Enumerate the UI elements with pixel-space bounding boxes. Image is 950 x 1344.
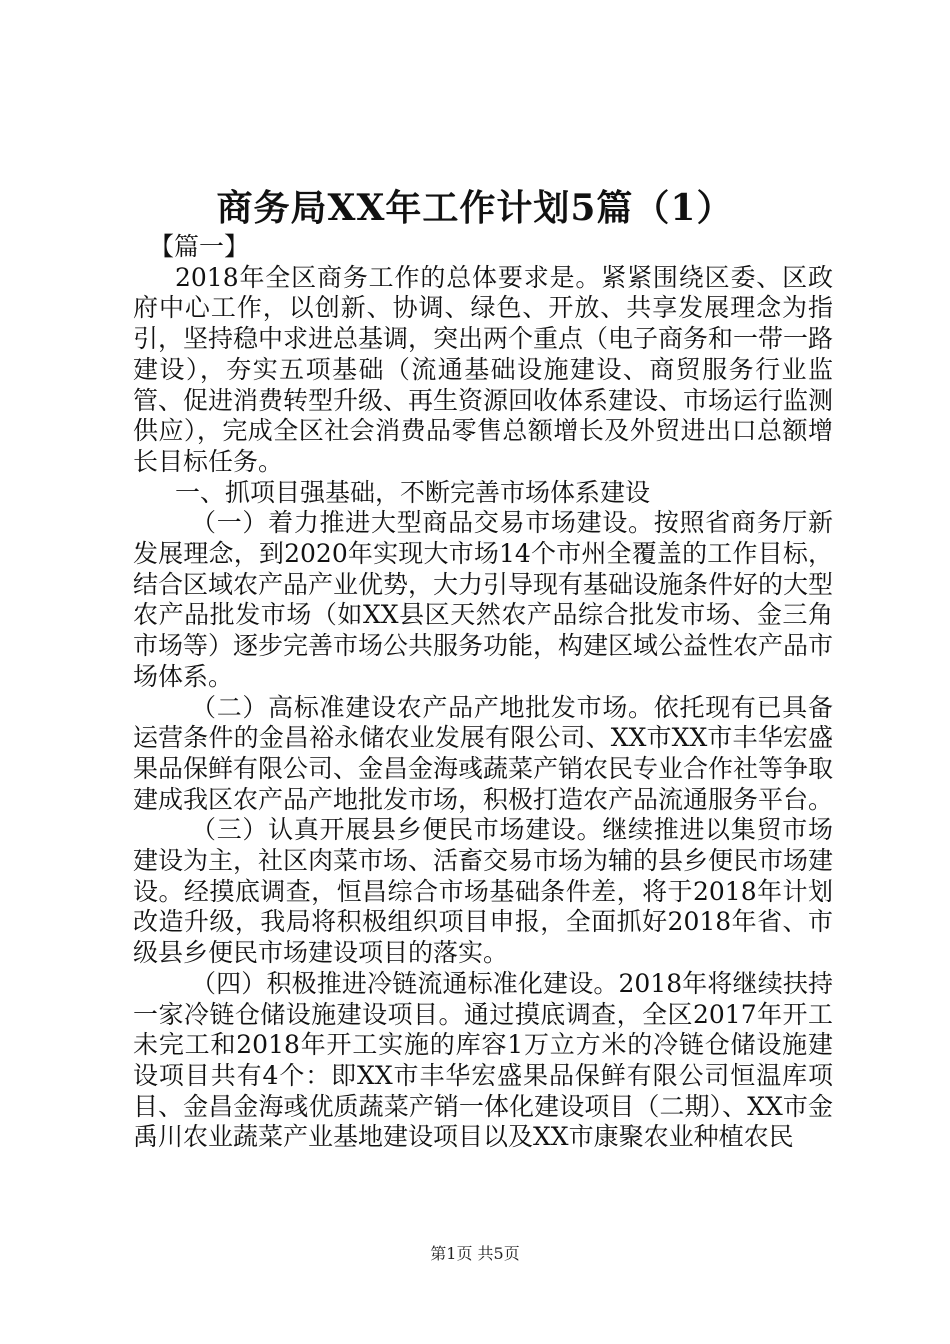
paragraph-item-4: （四）积极推进冷链流通标准化建设。2018年将继续扶持一家冷链仓储设施建设项目。通过摸底调查，全区2017年开工未完工和2018年开工实施的库容1万立方米的冷链仓储设施建设项目共有4个：即XX市丰华宏盛果品保鲜有限公司恒温库项目、金昌金海彧优质蔬菜产销一体化建设项目（二期）、XX市金禹川农业蔬菜产业基地建设项目以及XX市康聚农业种植农民 <box>133 968 833 1152</box>
paragraph-overview: 2018年全区商务工作的总体要求是。紧紧围绕区委、区政府中心工作，以创新、协调、绿色、开放、共享发展理念为指引，坚持稳中求进总基调，突出两个重点（电子商务和一带一路建设），夯实五项基础（流通基础设施建设、商贸服务行业监管、促进消费转型升级、再生资源回收体系建设、市场运行监测供应），完成全区社会消费品零售总额增长及外贸进出口总额增长目标任务。 <box>133 262 834 476</box>
section-label: 【篇一】 <box>149 232 250 261</box>
page-footer: 第1页 共5页 <box>430 1244 520 1263</box>
heading-section-one: 一、抓项目强基础，不断完善市场体系建设 <box>175 477 651 507</box>
paragraph-item-2: （二）高标准建设农产品产地批发市场。依托现有已具备运营条件的金昌裕永储农业发展有限公司、XX市XX市丰华宏盛果品保鲜有限公司、金昌金海彧蔬菜产销农民专业合作社等争取建成我区农产品产地批发市场，积极打造农产品流通服务平台。 <box>133 692 834 814</box>
document-title: 商务局XX年工作计划5篇（1） <box>216 187 734 229</box>
paragraph-item-3: （三）认真开展县乡便民市场建设。继续推进以集贸市场建设为主，社区肉菜市场、活畜交易市场为辅的县乡便民市场建设。经摸底调查，恒昌综合市场基础条件差，将于2018年计划改造升级，我局将积极组织项目申报，全面抓好2018年省、市级县乡便民市场建设项目的落实。 <box>133 815 834 968</box>
document-body <box>133 232 833 1153</box>
paragraph-item-1: （一）着力推进大型商品交易市场建设。按照省商务厅新发展理念，到2020年实现大市场14个市州全覆盖的工作目标，结合区域农产品产业优势，大力引导现有基础设施条件好的大型农产品批发市场（如XX县区天然农产品综合批发市场、金三角市场等）逐步完善市场公共服务功能，构建区域公益性农产品市场体系。 <box>133 508 834 691</box>
